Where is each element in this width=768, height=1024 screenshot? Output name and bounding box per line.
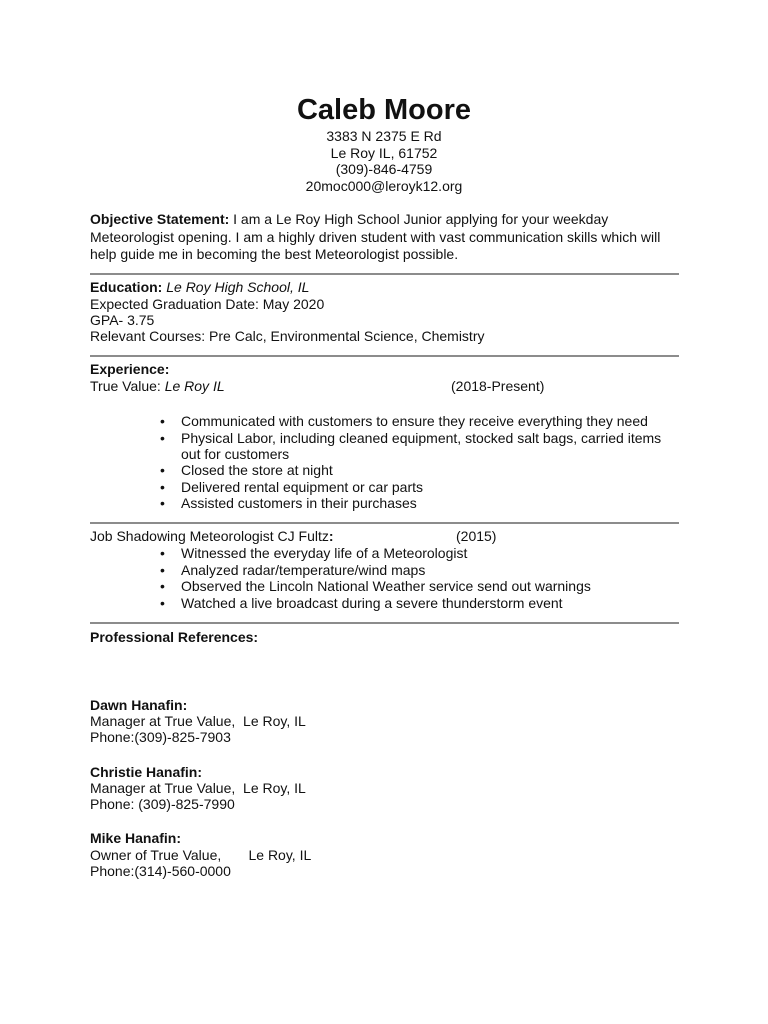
bullet-marker: • [160, 479, 165, 495]
bullet-marker: • [160, 413, 165, 429]
section-divider [90, 355, 679, 357]
job-1-duty: Closed the store at night [181, 462, 333, 478]
job-2-duty: Analyzed radar/temperature/wind maps [181, 562, 426, 578]
section-divider [90, 273, 679, 275]
bullet-marker: • [160, 495, 165, 511]
job-1-duty: Delivered rental equipment or car parts [181, 479, 424, 495]
job-1-location: Le Roy IL [164, 378, 225, 394]
objective-line-1 [90, 211, 608, 227]
address-line-1: 3383 N 2375 E Rd [326, 128, 442, 144]
reference-phone: Phone:(314)-560-0000 [90, 863, 231, 879]
reference-name: Dawn Hanafin: [90, 697, 188, 713]
objective-text-1: I am a Le Roy High School Junior applying for your weekday [229, 211, 609, 227]
reference-phone: Phone:(309)-825-7903 [90, 729, 231, 745]
job-1-duty: Assisted customers in their purchases [181, 495, 417, 511]
applicant-name: Caleb Moore [296, 94, 472, 126]
objective-label: Objective Statement: [90, 211, 230, 227]
section-divider [90, 522, 679, 524]
education-school: Le Roy High School, IL [162, 279, 310, 295]
bullet-marker: • [160, 595, 165, 611]
job-2-dates: (2015) [456, 528, 497, 544]
job-2-colon: : [328, 528, 334, 544]
phone-number: (309)-846-4759 [335, 161, 433, 177]
job-2-duty: Witnessed the everyday life of a Meteorologist [181, 545, 468, 561]
reference-role: Manager at True Value, Le Roy, IL [90, 713, 306, 729]
job-2-title-line [90, 528, 334, 544]
reference-name: Mike Hanafin: [90, 830, 182, 846]
education-heading [90, 279, 309, 295]
reference-role: Manager at True Value, Le Roy, IL [90, 780, 306, 796]
bullet-marker: • [160, 545, 165, 561]
job-1-employer: True Value: [90, 378, 165, 394]
job-2-title: Job Shadowing Meteorologist CJ Fultz [90, 528, 329, 544]
bullet-marker: • [160, 562, 165, 578]
education-label: Education: [90, 279, 163, 295]
bullet-marker: • [160, 430, 165, 446]
section-divider [90, 622, 679, 624]
bullet-marker: • [160, 462, 165, 478]
reference-name: Christie Hanafin: [90, 764, 203, 780]
job-2-duty: Watched a live broadcast during a severe thunderstorm event [181, 595, 563, 611]
job-1-dates: (2018-Present) [451, 378, 545, 394]
objective-line-3: help guide me in becoming the best Meteorologist possible. [90, 246, 459, 262]
job-1-duty-continued: out for customers [181, 446, 290, 462]
references-heading: Professional References: [90, 629, 259, 645]
job-1-employer-line [90, 378, 225, 394]
graduation-date: Expected Graduation Date: May 2020 [90, 296, 325, 312]
job-1-duty: Communicated with customers to ensure they receive everything they need [181, 413, 648, 429]
email-address: 20moc000@leroyk12.org [305, 178, 463, 194]
experience-heading: Experience: [90, 361, 170, 377]
bullet-marker: • [160, 578, 165, 594]
address-line-2: Le Roy IL, 61752 [330, 145, 438, 161]
job-2-duty: Observed the Lincoln National Weather service send out warnings [181, 578, 591, 594]
gpa: GPA- 3.75 [90, 312, 155, 328]
reference-role: Owner of True Value, Le Roy, IL [90, 847, 312, 863]
reference-phone: Phone: (309)-825-7990 [90, 796, 235, 812]
objective-line-2: Meteorologist opening. I am a highly driven student with vast communication skills which will [90, 229, 661, 245]
relevant-courses: Relevant Courses: Pre Calc, Environmental Science, Chemistry [90, 328, 485, 344]
job-1-duty: Physical Labor, including cleaned equipment, stocked salt bags, carried items [181, 430, 662, 446]
